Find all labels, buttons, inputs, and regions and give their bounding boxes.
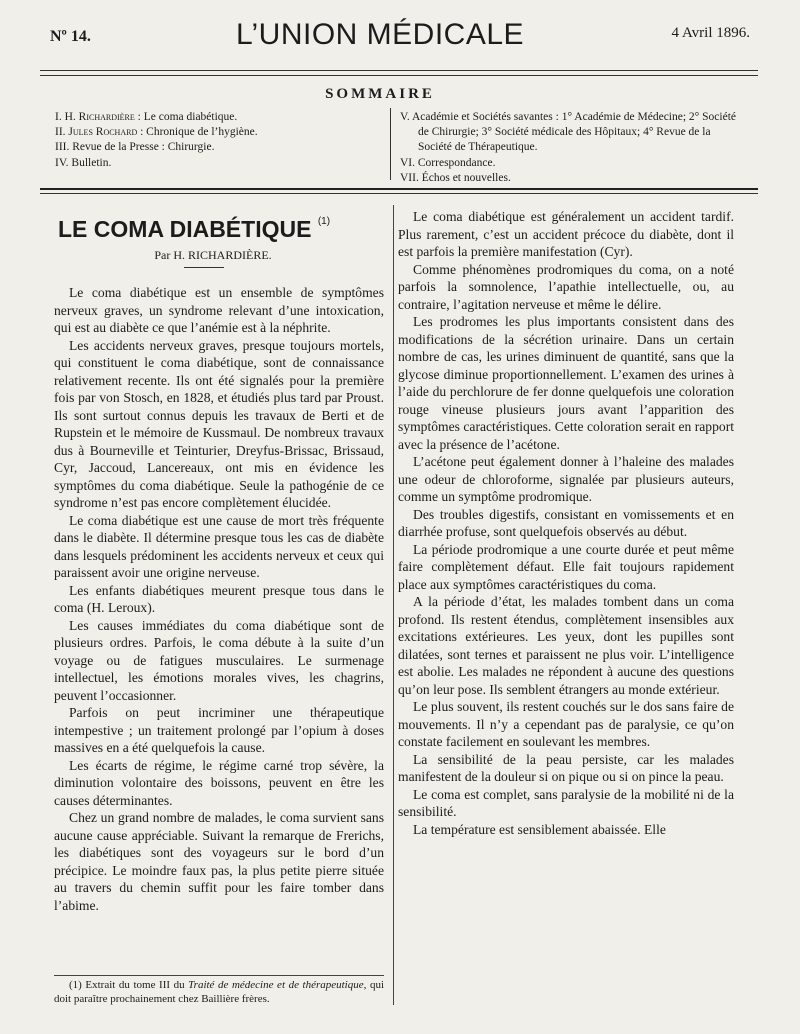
article-column-left (54, 284, 384, 914)
header-rule-lower (40, 75, 758, 76)
paragraph: Chez un grand nombre de malades, le coma survient sans aucune cause appréciable. Suivant la remarque de Frerichs, les diabétiques sont des voyageurs sur le bord d’un précipice. Le moindre faux pas, la plus petite pierre située au travers du chemin suffit pour les faire tomber dans l’abime. (54, 810, 384, 913)
paragraph: La sensibilité de la peau persiste, car les malades manifestent de la douleur si on pique ou si on pince la peau. (398, 751, 734, 784)
sommaire-heading: SOMMAIRE (325, 86, 435, 102)
paragraph: La période prodromique a une courte durée et peut même faire complètement défaut. Elle fait toujours rapidement place aux symptômes caractéristiques du coma. (398, 541, 734, 592)
issue-date: 4 Avril 1896. (671, 25, 750, 41)
journal-title: L’UNION MÉDICALE (235, 18, 525, 51)
sommaire-item: IV. Bulletin. (55, 156, 112, 169)
sommaire-item: I. H. Richardière : Le coma diabétique. (55, 111, 238, 123)
paragraph: Le coma est complet, sans paralysie de la mobilité ni de la sensibilité. (398, 786, 734, 819)
sommaire-divider (390, 108, 391, 180)
paragraph: L’acétone peut également donner à l’haleine des malades une odeur de chloroforme, signalée par plusieurs auteurs, comme un symptôme prodromique. (398, 454, 734, 504)
byline-rule (184, 267, 224, 268)
sommaire-right-list (400, 110, 745, 186)
paragraph: Les accidents nerveux graves, presque toujours mortels, qui constituent le coma diabétique, sont de connaissance relativement recente. Ils ont été signalés pour la première fois par von Stosch, en 1828, et étudiés plus tard par Proust. Ils sont surtout connus depuis les travaux de Berti et de Rupstein et le mémoire de Kussmaul. De nombreux travaux dus à Bourneville et Teinturier, Dreyfus-Brissac, Brissaud, Cyr, Jaccoud, Lancereaux, ont mis en évidence les symptômes du coma diabétique. Seule la pathogénie de ce syndrome n’est pas encore complètement élucidée. (54, 337, 384, 510)
paragraph: Le coma diabétique est généralement un accident tardif. Plus rarement, c’est un accident précoce du diabète, dont il est parfois la première manifestation (Cyr). (398, 209, 734, 259)
footnote-rule (54, 975, 384, 976)
paragraph: Les enfants diabétiques meurent presque tous dans le coma (H. Leroux). (54, 582, 384, 615)
paragraph: Les prodromes les plus importants consistent dans des modifications de la sécrétion urinaire. Dans un certain nombre de cas, les urines diminuent de quantité, sans que la glycose diminue proportionnellement. L’examen des urines à l’aide du perchlorure de fer donne quelquefois une coloration rouge vineuse plusieurs jours avant l’apparition des symptômes caractéristiques. Cette coloration serait en rapport avec la présence de l’acétone. (398, 314, 734, 452)
paragraph: Le plus souvent, ils restent couchés sur le dos sans faire de mouvements. Il n’y a cependant pas de paralysie, ce qu’on constate facilement en soulevant les membres. (398, 699, 734, 749)
sommaire-item: III. Revue de la Presse : Chirurgie. (55, 141, 215, 154)
paragraph: A la période d’état, les malades tombent dans un coma profond. Ils restent étendus, complètement insensibles aux excitations extérieures. Les yeux, dont les pupilles sont dilatées, sont ternes et paraissent ne plus voir. L’intelligence est abolie. Les malades ne répondent à aucune des questions qu’on leur pose. Ils semblent étrangers au monde extérieur. (398, 594, 734, 697)
sommaire-rule (40, 188, 758, 190)
paragraph: La température est sensiblement abaissée. Elle (413, 821, 666, 837)
paragraph: Les écarts de régime, le régime carné trop sévère, la diminution volontaire des boissons, peuvent en être les causes déterminantes. (54, 757, 384, 808)
article-byline: Par H. RICHARDIÈRE. (154, 248, 272, 262)
sommaire-item: V. Académie et Sociétés savantes : 1° Académie de Médecine; 2° Société de Chirurgie; 3° Société médicale des Hôpitaux; 4° Revue de la Société de Thérapeutique. (400, 111, 736, 154)
sommaire-item: VII. Échos et nouvelles. (400, 171, 511, 184)
column-divider (393, 205, 394, 1005)
sommaire-item: VI. Correspondance. (400, 156, 496, 169)
issue-number: Nº 14. (50, 28, 91, 45)
article-title: LE COMA DIABÉTIQUE $^{(1)}$ (58, 216, 331, 242)
paragraph: Comme phénomènes prodromiques du coma, on a noté parfois la somnolence, l’apathie intellectuelle, ou, au contraire, l’agitation nerveuse et même le délire. (398, 261, 734, 312)
paragraph: Le coma diabétique est une cause de mort très fréquente dans le diabète. Il détermine presque tous les cas de diabète dans lesquels prédominent les accidents nerveux et ceux qui paraissent avoir une origine nerveuse. (54, 512, 384, 580)
sommaire-rule-lower (40, 193, 758, 194)
footnote: (1) Extrait du tome III du Traité de médecine et de thérapeutique, qui doit paraître prochainement chez Baillière frères. (54, 979, 384, 1005)
paragraph: Le coma diabétique est un ensemble de symptômes nerveux graves, un syndrome relevant d’une intoxication, qui est au diabète ce que l’anémie est à la néphrite. (54, 285, 384, 335)
sommaire-item: II. Jules Rochard : Chronique de l’hygiène. (55, 126, 258, 139)
article-column-right (398, 208, 734, 838)
paragraph: Des troubles digestifs, consistant en vomissements et en diarrhée profuse, sont quelquefois observés au début. (398, 506, 734, 539)
sommaire-left-list (55, 110, 380, 171)
header-rule (40, 70, 758, 71)
footnote-mark: (1) (317, 216, 331, 227)
paragraph: Parfois on peut incriminer une thérapeutique intempestive ; un traitement prolongé par l’opium à doses massives en a été quelquefois la cause. (54, 705, 384, 755)
paragraph: Les causes immédiates du coma diabétique sont de plusieurs ordres. Parfois, le coma débute à la suite d’un voyage ou de fatigues musculaires. Le surmenage intellectuel, les émotions morales vives, les chagrins, peuvent l’occasionner. (54, 617, 384, 703)
